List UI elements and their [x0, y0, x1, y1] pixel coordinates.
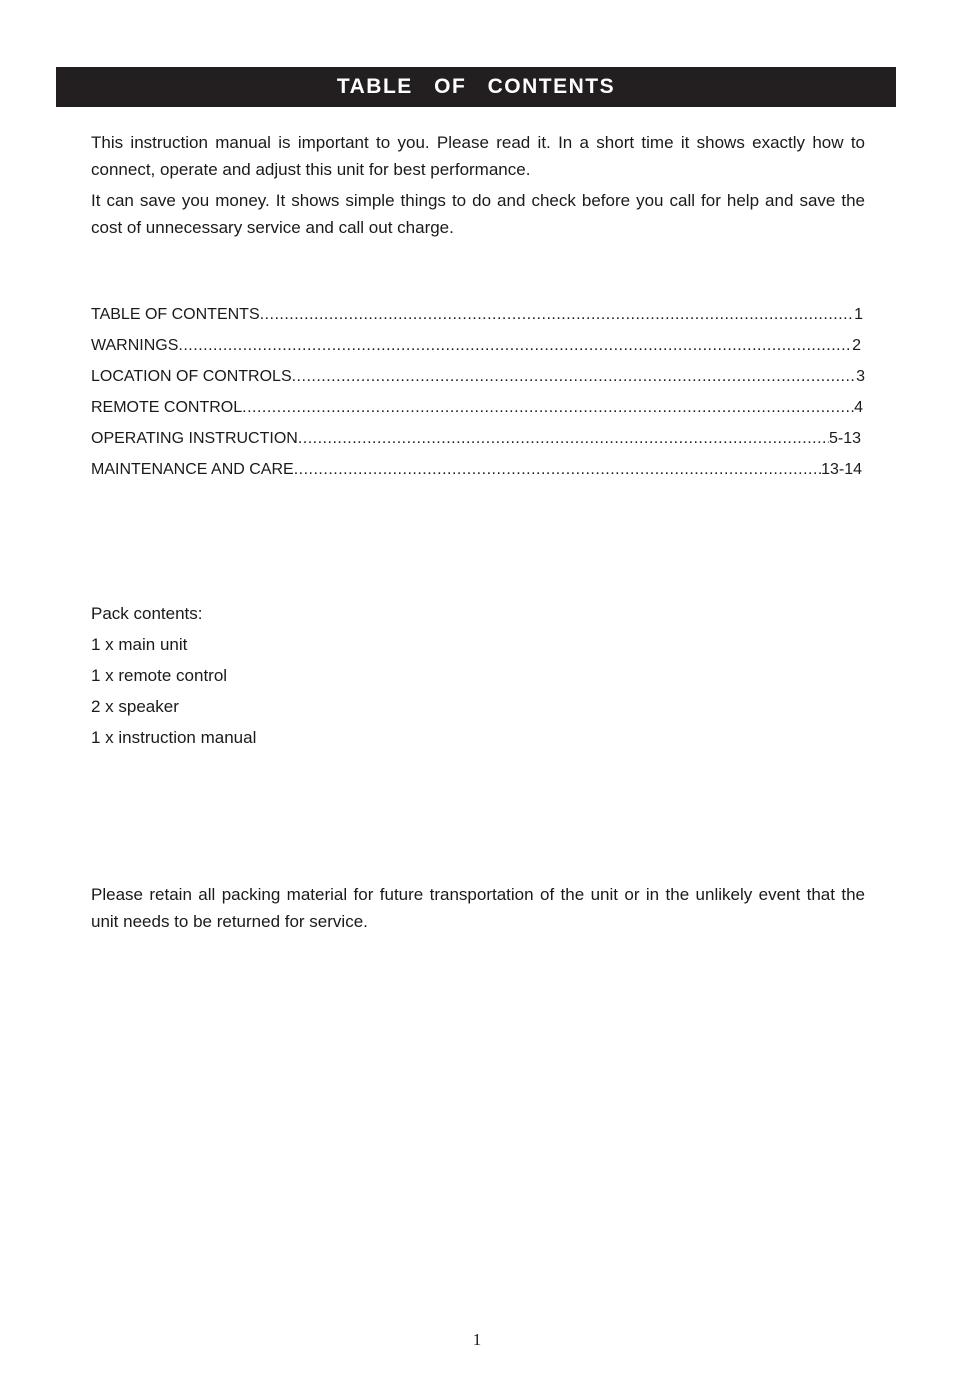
toc-entry-title: REMOTE CONTROL — [91, 399, 243, 416]
toc-leader-dots — [298, 426, 829, 452]
toc-entry-page: 4 — [854, 399, 863, 416]
toc-leader-dots — [292, 364, 856, 390]
intro-section — [91, 129, 865, 245]
toc-leader-dots — [242, 395, 854, 421]
toc-entry-location-of-controls — [91, 364, 865, 395]
pack-item: 1 x main unit — [91, 635, 188, 654]
pack-item: 1 x remote control — [91, 666, 228, 685]
retain-packing-note: Please retain all packing material for future transportation of the unit or in the unlikely event that the unit needs to be returned for service. — [91, 885, 865, 931]
toc-entry-warnings — [91, 333, 861, 364]
toc-entry-page: 1 — [854, 306, 863, 323]
toc-entry-title: OPERATING INSTRUCTION — [91, 430, 298, 447]
toc-entry-page: 2 — [852, 337, 861, 354]
page-title: TABLE OF CONTENTS — [336, 75, 616, 98]
toc-leader-dots — [294, 457, 821, 483]
page-number: 1 — [472, 1330, 482, 1349]
toc-entry-title: WARNINGS — [91, 337, 179, 354]
toc-leader-dots — [178, 333, 852, 359]
pack-item: 1 x instruction manual — [91, 728, 257, 747]
intro-paragraph-2: It can save you money. It shows simple things to do and check before you call for help and save the cost of unnecessary service and call out charge. — [91, 191, 865, 237]
toc-leader-dots — [260, 302, 854, 328]
pack-contents-heading: Pack contents: — [91, 604, 203, 623]
pack-contents-section — [91, 600, 491, 755]
intro-paragraph-1: This instruction manual is important to you. Please read it. In a short time it shows exactly how to connect, operate and adjust this unit for best performance. — [91, 133, 865, 179]
toc-entry-page: 3 — [856, 368, 865, 385]
toc-entry-table-of-contents — [91, 302, 863, 333]
toc-list — [91, 302, 865, 488]
toc-entry-operating-instruction — [91, 426, 861, 457]
toc-entry-title: MAINTENANCE AND CARE — [91, 461, 294, 478]
toc-entry-page: 13-14 — [821, 461, 862, 478]
toc-entry-maintenance-and-care — [91, 457, 862, 488]
toc-entry-title: TABLE OF CONTENTS — [91, 306, 260, 323]
toc-entry-page: 5-13 — [828, 430, 861, 447]
pack-item: 2 x speaker — [91, 697, 179, 716]
toc-entry-title: LOCATION OF CONTROLS — [91, 368, 292, 385]
title-banner — [56, 67, 896, 107]
toc-entry-remote-control — [91, 395, 863, 426]
